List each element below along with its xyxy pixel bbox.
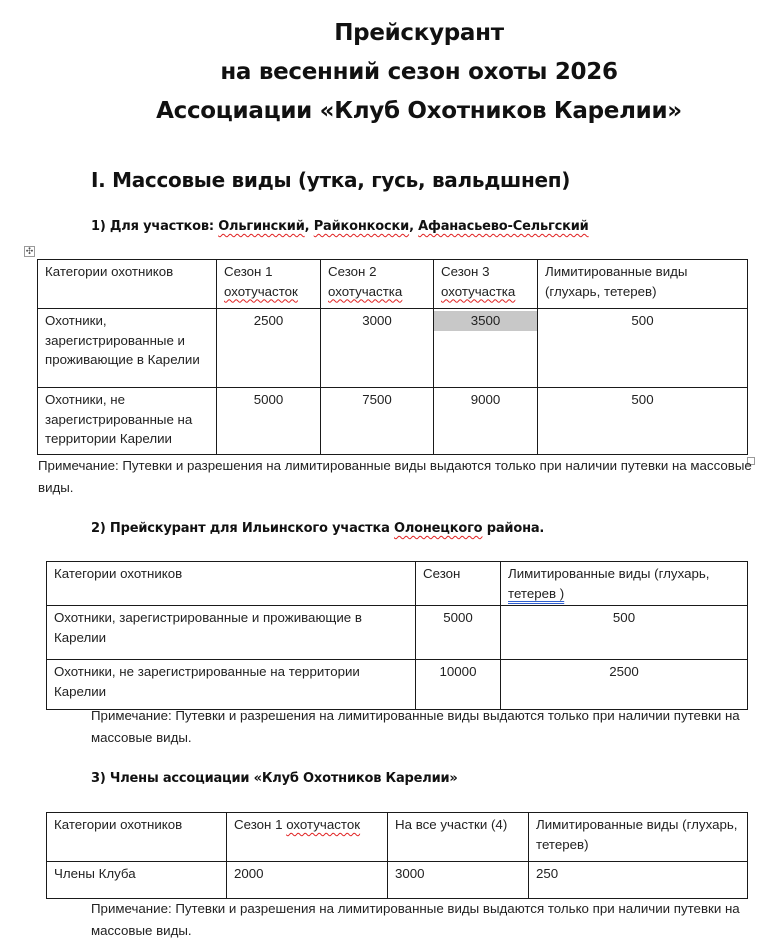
header-season: Сезон [416, 562, 501, 606]
area-name: Райконкоски [313, 219, 410, 234]
header-text: охотучастка [328, 283, 403, 299]
area-name: Ольгинский [218, 219, 305, 234]
cell-season3-highlighted [434, 309, 538, 388]
header-season1 [217, 260, 321, 309]
section-heading: I. Массовые виды (утка, гусь, вальдшнеп) [91, 168, 571, 192]
note-3: Примечание: Путевки и разрешения на лимитированные виды выдаются только при наличии путевки на массовые виды. [91, 901, 740, 938]
note-1: Примечание: Путевки и разрешения на лимитированные виды выдаются только при наличии путевки на массовые виды. [38, 458, 752, 495]
part1-heading [91, 219, 589, 234]
header-text: охотучасток [224, 283, 298, 299]
table-header-row [47, 813, 748, 862]
part3-heading: 3) Члены ассоциации «Клуб Охотников Карелии» [91, 771, 458, 786]
table-move-handle-icon[interactable]: ✣ [25, 246, 34, 256]
header-season1 [227, 813, 388, 862]
part2-heading-suffix: района. [482, 521, 545, 536]
header-text: тетерев ) [508, 585, 565, 601]
header-text: Сезон 2 [328, 264, 377, 279]
cell-category: Охотники, зарегистрированные и проживающие в Карелии [47, 606, 416, 660]
document-title-line3: Ассоциации «Клуб Охотников Карелии» [156, 98, 682, 124]
part2-heading-prefix: 2) Прейскурант для Ильинского участка [91, 521, 394, 536]
header-text: Сезон 1 [224, 264, 273, 279]
table-row [47, 660, 748, 710]
cell-all-areas: 3000 [388, 862, 529, 899]
table-header-row [38, 260, 748, 309]
header-all-areas: На все участки (4) [388, 813, 529, 862]
price-table-1 [37, 259, 748, 455]
cell-season1: 2000 [227, 862, 388, 899]
table-header-row [47, 562, 748, 606]
table-row [38, 388, 748, 455]
cell-limited: 2500 [501, 660, 748, 710]
cell-category: Охотники, не зарегистрированные на территории Карелии [47, 660, 416, 710]
document-title-line2: на весенний сезон охоты 2026 [220, 59, 618, 85]
table-row [38, 309, 748, 388]
header-category: Категории охотников [38, 260, 217, 309]
cell-season1: 2500 [217, 309, 321, 388]
cell-season2: 7500 [321, 388, 434, 455]
note-2: Примечание: Путевки и разрешения на лимитированные виды выдаются только при наличии путевки на массовые виды. [91, 708, 740, 745]
cell-category: Охотники, не зарегистрированные на территории Карелии [38, 388, 217, 455]
cell-category: Члены Клуба [47, 862, 227, 899]
cell-limited: 500 [538, 388, 748, 455]
cell-limited: 250 [529, 862, 748, 899]
cell-limited: 500 [538, 309, 748, 388]
header-text: охотучасток [286, 817, 361, 832]
cell-season3: 9000 [434, 388, 538, 455]
cell-category: Охотники, зарегистрированные и проживающие в Карелии [38, 309, 217, 388]
header-limited [501, 562, 748, 606]
part2-heading [91, 521, 544, 536]
separator: , [409, 219, 419, 234]
table-row [47, 862, 748, 899]
header-text: Сезон 3 [441, 264, 490, 279]
cell-season: 5000 [416, 606, 501, 660]
cell-season: 10000 [416, 660, 501, 710]
document-title-line1: Прейскурант [334, 20, 504, 46]
cell-season1: 5000 [217, 388, 321, 455]
cell-season2: 3000 [321, 309, 434, 388]
separator: , [304, 219, 314, 234]
header-text: охотучастка [441, 283, 516, 299]
cell-limited: 500 [501, 606, 748, 660]
district-name: Олонецкого [394, 521, 483, 536]
highlighted-value: 3500 [434, 311, 537, 331]
table-row [47, 606, 748, 660]
header-season3 [434, 260, 538, 309]
header-limited: Лимитированные виды (глухарь, тетерев) [538, 260, 748, 309]
part1-heading-prefix: 1) Для участков: [91, 219, 219, 234]
price-table-3 [46, 812, 748, 899]
header-text: Сезон 1 [234, 817, 287, 832]
header-limited: Лимитированные виды (глухарь, тетерев) [529, 813, 748, 862]
header-season2 [321, 260, 434, 309]
header-text: Лимитированные виды (глухарь, [508, 566, 710, 581]
header-category: Категории охотников [47, 562, 416, 606]
price-table-2 [46, 561, 748, 710]
header-category: Категории охотников [47, 813, 227, 862]
area-name: Афанасьево-Сельгский [418, 219, 589, 234]
